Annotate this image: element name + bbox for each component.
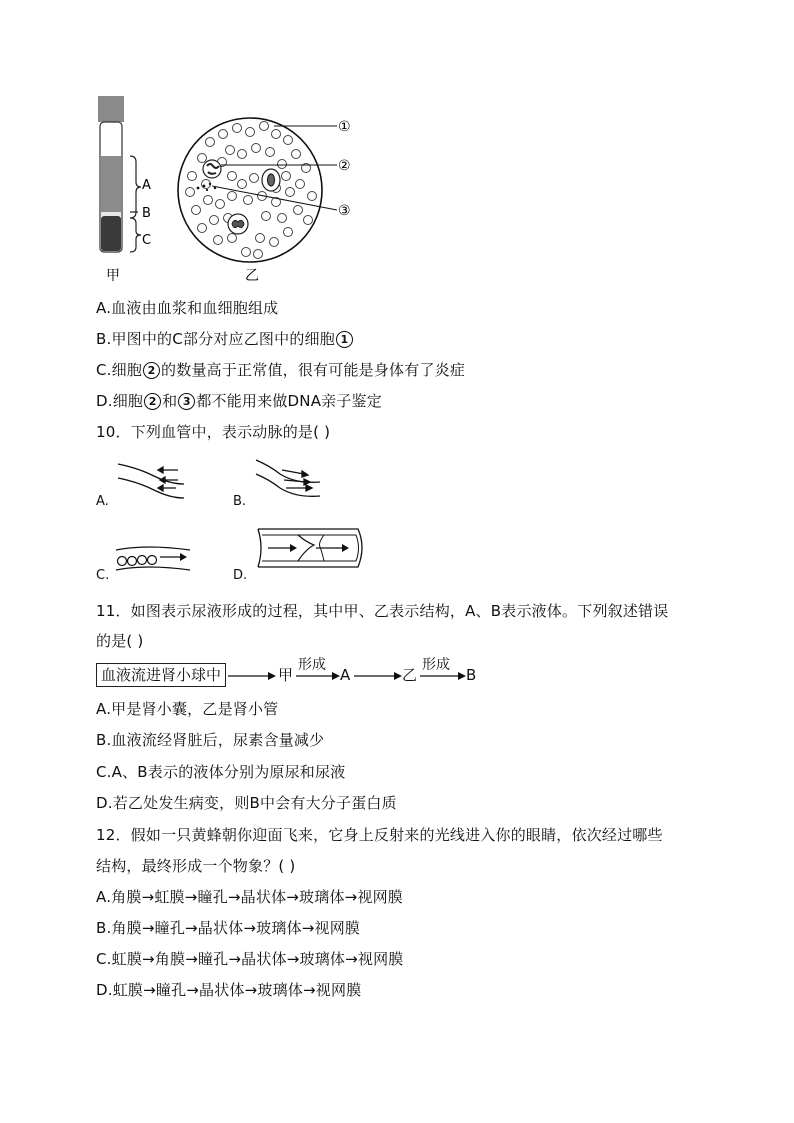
vessel-a-image xyxy=(114,460,186,500)
q12-option-b: B.角膜→瞳孔→晶状体→玻璃体→视网膜 xyxy=(96,919,361,937)
flow-arrow-3 xyxy=(354,671,402,681)
vessel-b-image xyxy=(252,458,324,500)
flow-node-jia: 甲 xyxy=(278,666,294,684)
q11-stem-line2: 的是( ) xyxy=(96,632,144,650)
circled-3: 3 xyxy=(178,393,195,410)
q10-label-a: A. xyxy=(96,494,109,509)
q12-option-d: D.虹膜→瞳孔→晶状体→玻璃体→视网膜 xyxy=(96,981,362,999)
q11-option-c: C.A、B表示的液体分别为原尿和尿液 xyxy=(96,763,346,781)
circle-label-3: ③ xyxy=(338,203,351,219)
tube-label-b: B xyxy=(142,206,151,221)
q11-stem-line1: 11．如图表示尿液形成的过程，其中甲、乙表示结构，A、B表示液体。下列叙述错误 xyxy=(96,602,669,620)
circled-1: 1 xyxy=(336,331,353,348)
q9-option-c-post: 的数量高于正常值，很有可能是身体有了炎症 xyxy=(161,361,466,379)
q12-option-c: C.虹膜→角膜→瞳孔→晶状体→玻璃体→视网膜 xyxy=(96,950,404,968)
blood-smear xyxy=(178,118,351,284)
flow-arrow-4 xyxy=(420,671,466,681)
q10-label-d: D. xyxy=(233,568,248,583)
flow-start-box: 血液流进肾小球中 xyxy=(96,663,226,687)
q12-stem-line1: 12．假如一只黄蜂朝你迎面飞来，它身上反射来的光线进入你的眼睛，依次经过哪些 xyxy=(96,826,663,844)
flow-label-1: 形成 xyxy=(298,657,326,673)
flow-node-yi: 乙 xyxy=(402,666,418,684)
tube-caption: 甲 xyxy=(106,268,120,284)
q9-option-c-pre: C.细胞 xyxy=(96,361,143,379)
flow-node-a: A xyxy=(340,666,351,684)
q9-option-c xyxy=(96,360,465,380)
flow-node-b: B xyxy=(466,666,477,684)
q10-label-c: C. xyxy=(96,568,110,583)
blood-figure xyxy=(90,92,370,288)
vessel-c-image xyxy=(114,540,192,574)
q9-option-b xyxy=(96,329,354,349)
q9-option-d xyxy=(96,391,382,411)
circle-label-1: ① xyxy=(338,119,351,135)
q11-option-d: D.若乙处发生病变，则B中会有大分子蛋白质 xyxy=(96,794,397,812)
q10-stem: 10．下列血管中，表示动脉的是( ) xyxy=(96,423,331,441)
tube-label-c: C xyxy=(142,233,152,248)
q12-stem-line2: 结构，最终形成一个物象？( ) xyxy=(96,857,296,875)
q10-label-b: B. xyxy=(233,494,247,509)
circle-caption: 乙 xyxy=(245,268,259,284)
q11-option-b: B.血液流经肾脏后，尿素含量减少 xyxy=(96,731,325,749)
q9-option-a: A.血液由血浆和血细胞组成 xyxy=(96,299,279,317)
q9-option-d-mid: 和 xyxy=(162,392,178,410)
q11-option-a: A.甲是肾小囊，乙是肾小管 xyxy=(96,700,279,718)
test-tube xyxy=(98,96,151,284)
flow-label-2: 形成 xyxy=(422,657,450,673)
tube-label-a: A xyxy=(142,178,151,193)
circled-2: 2 xyxy=(143,362,160,379)
circled-2: 2 xyxy=(144,393,161,410)
q9-option-b-text: B.甲图中的C部分对应乙图中的细胞 xyxy=(96,330,335,348)
flow-arrow-1 xyxy=(228,671,276,681)
circle-label-2: ② xyxy=(338,158,351,174)
flow-arrow-2 xyxy=(296,671,340,681)
q9-option-d-post: 都不能用来做DNA亲子鉴定 xyxy=(196,392,382,410)
vessel-d-image xyxy=(252,525,372,571)
q9-option-d-pre: D.细胞 xyxy=(96,392,144,410)
q12-option-a: A.角膜→虹膜→瞳孔→晶状体→玻璃体→视网膜 xyxy=(96,888,404,906)
